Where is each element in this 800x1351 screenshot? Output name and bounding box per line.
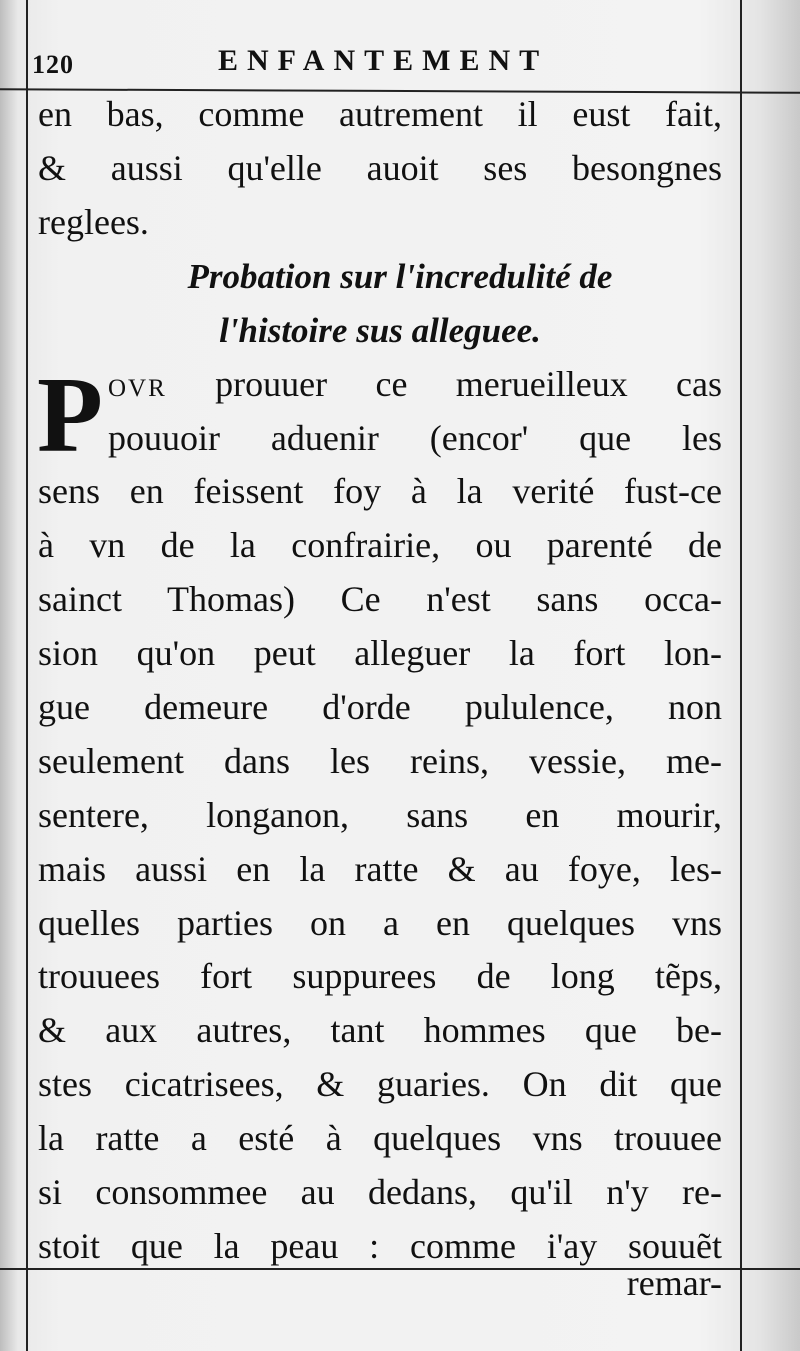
text-line: mais aussi en la ratte & au foye, les- [38,848,722,889]
right-margin-rule [740,0,742,1351]
catchword: remar- [626,1263,722,1303]
text-line: pouuoir aduenir (encor' que les [108,417,722,458]
text-line: & aussi qu'elle auoit ses besongnes [38,147,722,188]
text-line: quelles parties on a en quelques vns [38,902,722,943]
text-line: sainct Thomas) Ce n'est sans occa- [38,579,722,620]
text-line: stes cicatrisees, & guaries. On dit que [38,1064,722,1105]
text-line: sion qu'on peut alleguer la fort lon- [38,633,722,674]
page-number: 120 [32,50,74,79]
text-line: & aux autres, tant hommes que be- [38,1010,722,1051]
text-line: si consommee au dedans, qu'il n'y re- [38,1172,722,1213]
text-block [38,88,722,1274]
section-heading-line-2: l'histoire sus alleguee. [219,310,541,350]
text-line: en bas, comme autrement il eust fait, [38,94,722,134]
page-header [28,42,728,82]
text-line: sens en feissent foy à la verité fust-ce [38,471,722,512]
text-line: prouuer ce merueilleux cas [215,363,723,404]
drop-cap: P [37,355,103,475]
text-line: trouuees fort suppurees de long tẽps, [38,956,722,997]
text-line: seulement dans les reins, vessie, me- [38,740,722,781]
text-line: reglees. [38,201,149,242]
text-line: à vn de la confrairie, ou parenté de [38,525,722,566]
text-line: gue demeure d'orde pululence, non [38,687,722,728]
first-word-rest: ovr [108,363,167,404]
text-line: stoit que la peau : comme i'ay souuẽt [38,1225,722,1266]
text-line: sentere, longanon, sans en mourir, [38,794,722,835]
text-line: la ratte a esté à quelques vns trouuee [38,1118,722,1159]
section-heading-line-1: Probation sur l'incredulité de [187,256,613,296]
running-title: ENFANTEMENT [218,44,549,77]
left-margin-rule [26,0,28,1351]
